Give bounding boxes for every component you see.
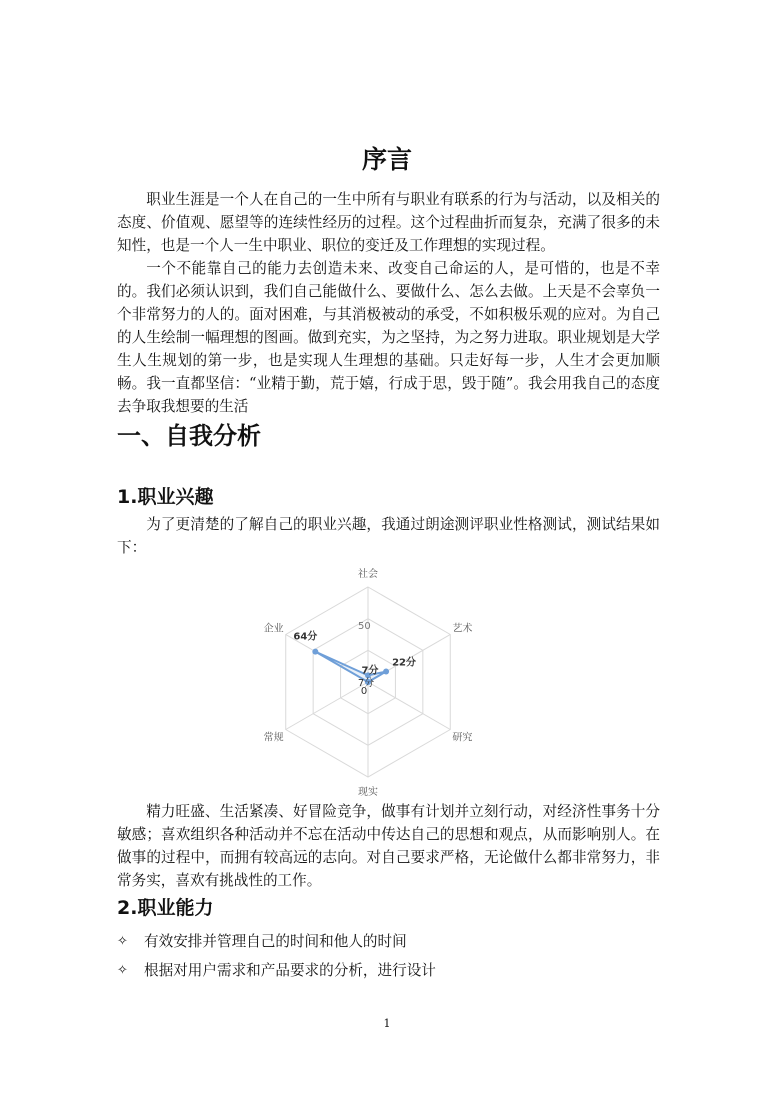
radar-axis-label: 研究 (452, 732, 473, 744)
radar-center-label: 0 (360, 686, 368, 697)
radar-data-point (312, 649, 318, 655)
diamond-bullet-icon: ✧ (117, 934, 128, 949)
radar-data-point (383, 669, 389, 675)
radar-axis-label: 艺术 (452, 623, 473, 635)
diamond-bullet-icon: ✧ (117, 963, 128, 978)
radar-data-label: 22分 (392, 657, 417, 669)
radar-axis-label: 现实 (358, 787, 378, 798)
intro-paragraph-2: 一个不能靠自己的能力去创造未来、改变自己命运的人，是可惜的，也是不幸的。我们必须认识到，我们自己能做什么、要做什么、怎么去做。上天是不会辜负一个非常努力的人的。面对困难，与其消极被动的承受，不如积极乐观的应对。为自己的人生绘制一幅理想的图画。做到充实，为之坚持，为之努力进取。职业规划是大学生人生规划的第一步，也是实现人生理想的基础。只走好每一步，人生才会更加顺畅。我一直都坚信：“业精于勤，荒于嬉，行成于思，毁于随”。我会用我自己的态度去争取我想要的生活 (117, 260, 660, 415)
radar-center-label: 7分 (357, 678, 375, 689)
radar-data-label: 64分 (293, 631, 318, 643)
radar-scale-label: 50 (358, 620, 371, 632)
ability-text: 根据对用户需求和产品要求的分析，进行设计 (144, 962, 436, 979)
radar-chart-svg (246, 562, 506, 804)
radar-axis-label: 常规 (263, 732, 284, 744)
radar-axis-label: 企业 (263, 623, 284, 635)
ability-list (117, 930, 436, 988)
radar-spoke (368, 682, 450, 730)
interest-description-paragraph: 精力旺盛、生活紧凑、好冒险竞争，做事有计划并立刻行动，对经济性事务十分敏感；喜欢组织各种活动并不忘在活动中传达自己的思想和观点，从而影响别人。在做事的过程中，而拥有较高远的志向。对自己要求严格，无论做什么都非常努力，非常务实，喜欢有挑战性的工作。 (117, 803, 660, 889)
section-heading-self-analysis: 一、自我分析 (117, 422, 261, 450)
subsection-heading-interest: 1.职业兴趣 (117, 486, 214, 508)
radar-data-label: 7分 (361, 665, 379, 677)
intro-paragraph-1: 职业生涯是一个人在自己的一生中所有与职业有联系的行为与活动，以及相关的态度、价值观、愿望等的连续性经历的过程。这个过程曲折而复杂，充满了很多的未知性，也是一个人一生中职业、职位的变迁及工作理想的实现过程。 (117, 191, 660, 254)
interest-intro-paragraph: 为了更清楚的了解自己的职业兴趣，我通过朗途测评职业性格测试，测试结果如下： (117, 516, 660, 556)
ability-text: 有效安排并管理自己的时间和他人的时间 (144, 933, 407, 950)
list-item (117, 959, 436, 988)
radar-spoke (286, 682, 368, 730)
subsection-heading-ability: 2.职业能力 (117, 897, 214, 919)
radar-axis-label: 社会 (358, 569, 378, 580)
page-title: 序言 (361, 145, 412, 174)
interest-radar-chart (246, 562, 506, 804)
page-number: 1 (383, 1017, 391, 1030)
list-item (117, 930, 436, 959)
